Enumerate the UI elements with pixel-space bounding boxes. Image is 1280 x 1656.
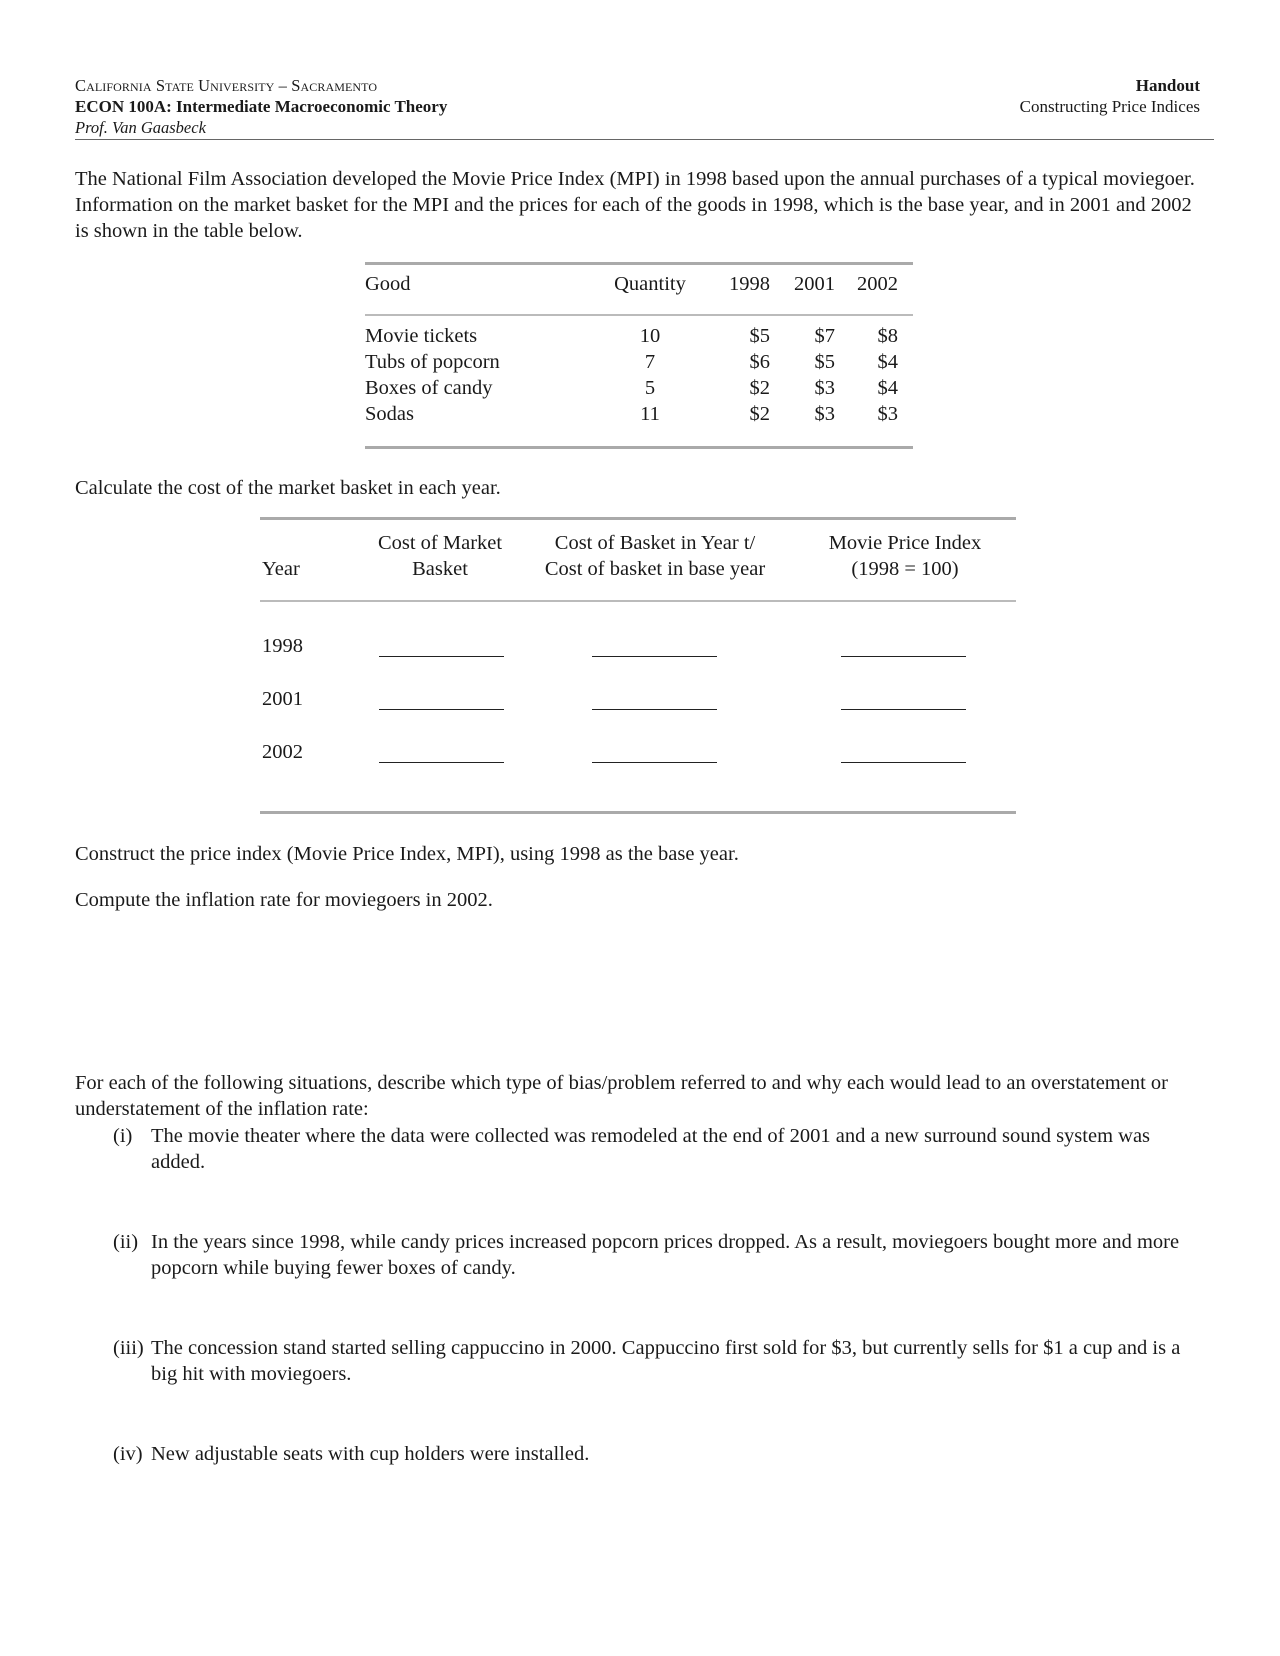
situation-text: The movie theater where the data were collected was remodeled at the end of 2001 and a new surround sound system was added. [151,1125,1151,1173]
university-name: California State University – Sacramento [75,76,378,95]
professor-name: Prof. Van Gaasbeck [75,118,206,137]
answer-blank-ratio[interactable] [592,656,717,657]
row-year: 2001 [262,688,303,710]
situation-number: (ii) [113,1231,139,1253]
answer-blank-cost[interactable] [379,656,504,657]
course-title: ECON 100A: Intermediate Macroeconomic Theory [75,97,448,116]
good-name: Movie tickets [365,325,478,347]
table-bottom-rule [365,446,913,449]
situation-text: In the years since 1998, while candy prices increased popcorn prices dropped. As a result, moviegoers bought more and more popcorn while buying fewer boxes of candy. [151,1231,1180,1279]
col-header-good: Good [365,273,411,295]
price-2001: $5 [814,351,835,373]
quantity: 11 [640,403,660,425]
col-header-2002: 2002 [857,273,898,295]
situation-number: (iii) [113,1337,144,1359]
col-header-index-line2: (1998 = 100) [851,558,959,580]
price-2001: $3 [814,377,835,399]
document-type: Handout [1135,76,1200,95]
col-header-year: Year [262,558,300,580]
situation-number: (i) [113,1125,133,1147]
answer-blank-cost[interactable] [379,709,504,710]
answer-blank-index[interactable] [841,762,966,763]
price-2002: $8 [877,325,898,347]
answer-blank-ratio[interactable] [592,762,717,763]
document-title: Constructing Price Indices [1019,97,1200,116]
good-name: Boxes of candy [365,377,493,399]
price-2002: $3 [877,403,898,425]
price-2002: $4 [877,351,898,373]
worksheet-bottom-rule [260,811,1016,814]
good-name: Sodas [365,403,414,425]
situation-text: The concession stand started selling cappuccino in 2000. Cappuccino first sold for $3, but currently sells for $1 a cup and is a big hit with moviegoers. [151,1337,1181,1385]
quantity: 5 [644,377,656,399]
good-name: Tubs of popcorn [365,351,500,373]
col-header-quantity: Quantity [614,273,686,295]
situation-text: New adjustable seats with cup holders were installed. [151,1443,590,1465]
price-1998: $5 [749,325,770,347]
answer-blank-ratio[interactable] [592,709,717,710]
situation-number: (iv) [113,1443,143,1465]
question-construct-index: Construct the price index (Movie Price Index, MPI), using 1998 as the base year. [75,843,739,865]
worksheet-top-rule [260,517,1016,520]
quantity: 10 [639,325,661,347]
table-header-rule [365,314,913,316]
row-year: 1998 [262,635,303,657]
price-2002: $4 [877,377,898,399]
answer-blank-index[interactable] [841,656,966,657]
price-1998: $2 [749,403,770,425]
price-1998: $2 [749,377,770,399]
quantity: 7 [644,351,656,373]
price-2001: $7 [814,325,835,347]
col-header-ratio-line2: Cost of basket in base year [544,558,766,580]
col-header-2001: 2001 [794,273,835,295]
header-rule [75,139,1214,140]
worksheet-header-rule [260,600,1016,602]
answer-blank-cost[interactable] [379,762,504,763]
col-header-1998: 1998 [729,273,770,295]
question-bias-situations: For each of the following situations, describe which type of bias/problem referred to and why each would lead to an overstatement or understatement of the inflation rate: [75,1072,1168,1120]
price-1998: $6 [749,351,770,373]
question-inflation-rate: Compute the inflation rate for moviegoers in 2002. [75,889,493,911]
col-header-cost-line2: Basket [412,558,468,580]
col-header-ratio-line1: Cost of Basket in Year t/ [554,532,756,554]
intro-paragraph: The National Film Association developed the Movie Price Index (MPI) in 1998 based upon the annual purchases of a typical moviegoer. Information on the market basket for the MPI and the prices for each of the goods in 1998, which is the base year, and in 2001 and 2002 is shown in the table below. [75,168,1195,242]
row-year: 2002 [262,741,303,763]
table-top-rule [365,262,913,265]
col-header-cost-line1: Cost of Market [377,532,503,554]
price-2001: $3 [814,403,835,425]
question-basket-cost: Calculate the cost of the market basket in each year. [75,477,501,499]
col-header-index-line1: Movie Price Index [828,532,982,554]
answer-blank-index[interactable] [841,709,966,710]
